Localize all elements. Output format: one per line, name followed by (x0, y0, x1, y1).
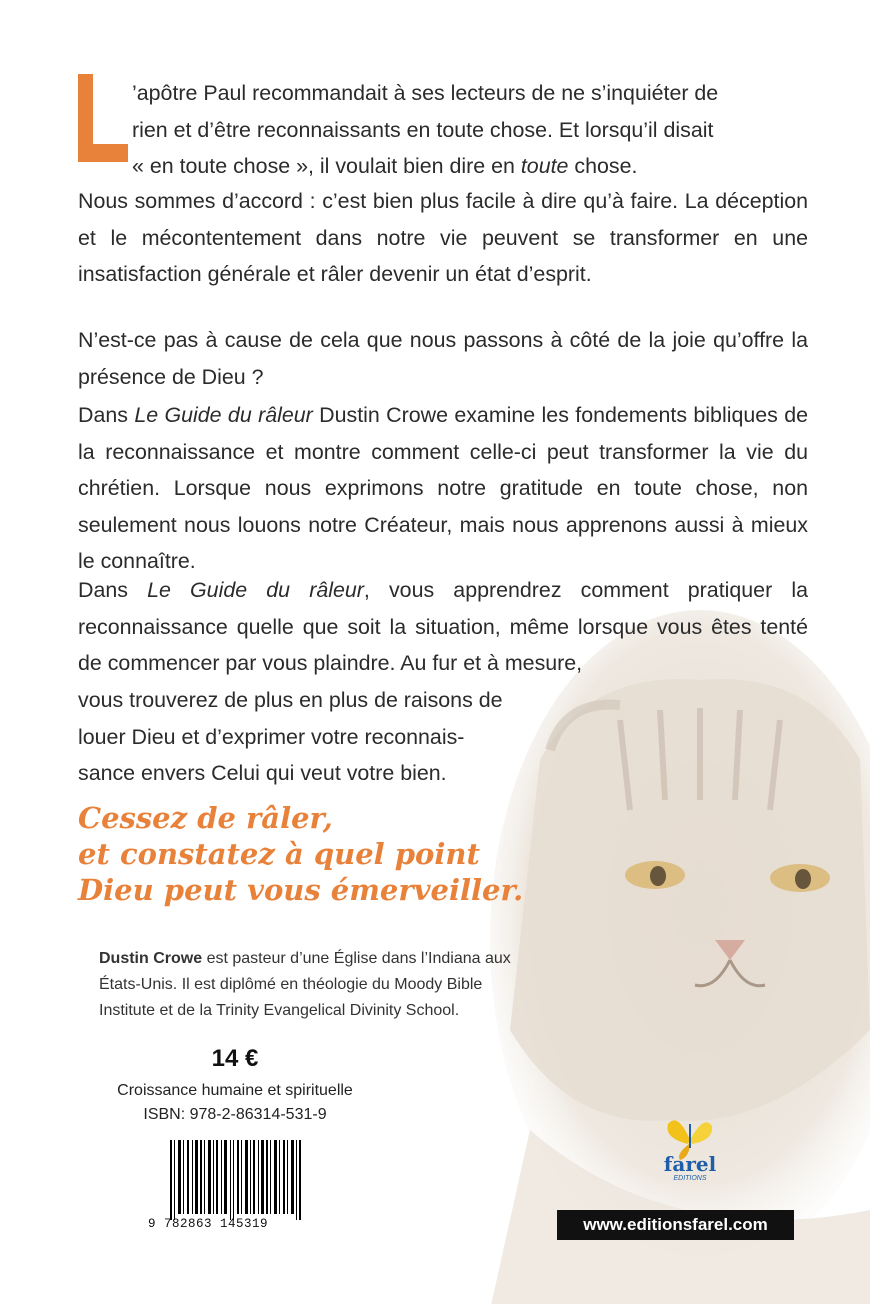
publisher-name: farel (663, 1152, 717, 1176)
paragraph-2: Nous sommes d’accord : c’est bien plus facile à dire qu’à faire. La déception et le mécontentement dans notre vie peuvent se transformer en une insatisfaction générale et râler devenir un état d’esprit. (78, 189, 808, 286)
paragraph-5: Dans Le Guide du râleur, vous apprendrez comment pratiquer la reconnaissance quelle que soit la situation, même lorsque vous êtes tenté de commencer par vous plaindre. Au fur et à mesure, (78, 578, 808, 675)
publisher-sub: EDITIONS (673, 1175, 707, 1182)
barcode-number: 9 782863 145319 (148, 1217, 269, 1231)
paragraph-4: Dans Le Guide du râleur Dustin Crowe examine les fondements bibliques de la reconnaissance et montre comment celle-ci peut transformer la vie du chrétien. Lorsque nous exprimons notre gratitude en toute chose, non seulement nous louons notre Créateur, mais nous apprenons aussi à mieux le connaître. (78, 403, 809, 573)
intro-line-3: « en toute chose », il voulait bien dire en toute chose. (132, 154, 638, 178)
category-label: Croissance humaine et spirituelle (117, 1082, 353, 1099)
paragraph-5-continued: vous trouverez de plus en plus de raisons de louer Dieu et d’exprimer votre reconnais- sance envers Celui qui veut votre bien. (78, 688, 503, 785)
price: 14 € (211, 1045, 259, 1072)
paragraph-3: N’est-ce pas à cause de cela que nous passons à côté de la joie qu’offre la présence de Dieu ? (78, 328, 808, 389)
barcode (168, 1140, 303, 1220)
slogan: Cessez de râler, et constatez à quel point Dieu peut vous émerveiller. (78, 801, 524, 907)
publisher-website: www.editionsfarel.com (557, 1210, 794, 1240)
author-bio: Dustin Crowe est pasteur d’une Église dans l’Indiana aux États-Unis. Il est diplômé en théologie du Moody Bible Institute et de la Trinity Evangelical Divinity School. (99, 950, 511, 1019)
intro-line-1: ’apôtre Paul recommandait à ses lecteurs de ne s’inquiéter de (132, 81, 719, 105)
intro-line-2: rien et d’être reconnaissants en toute chose. Et lorsqu’il disait (132, 117, 714, 142)
intro-paragraph (78, 75, 808, 185)
isbn-label: ISBN: 978-2-86314-531-9 (143, 1106, 327, 1123)
